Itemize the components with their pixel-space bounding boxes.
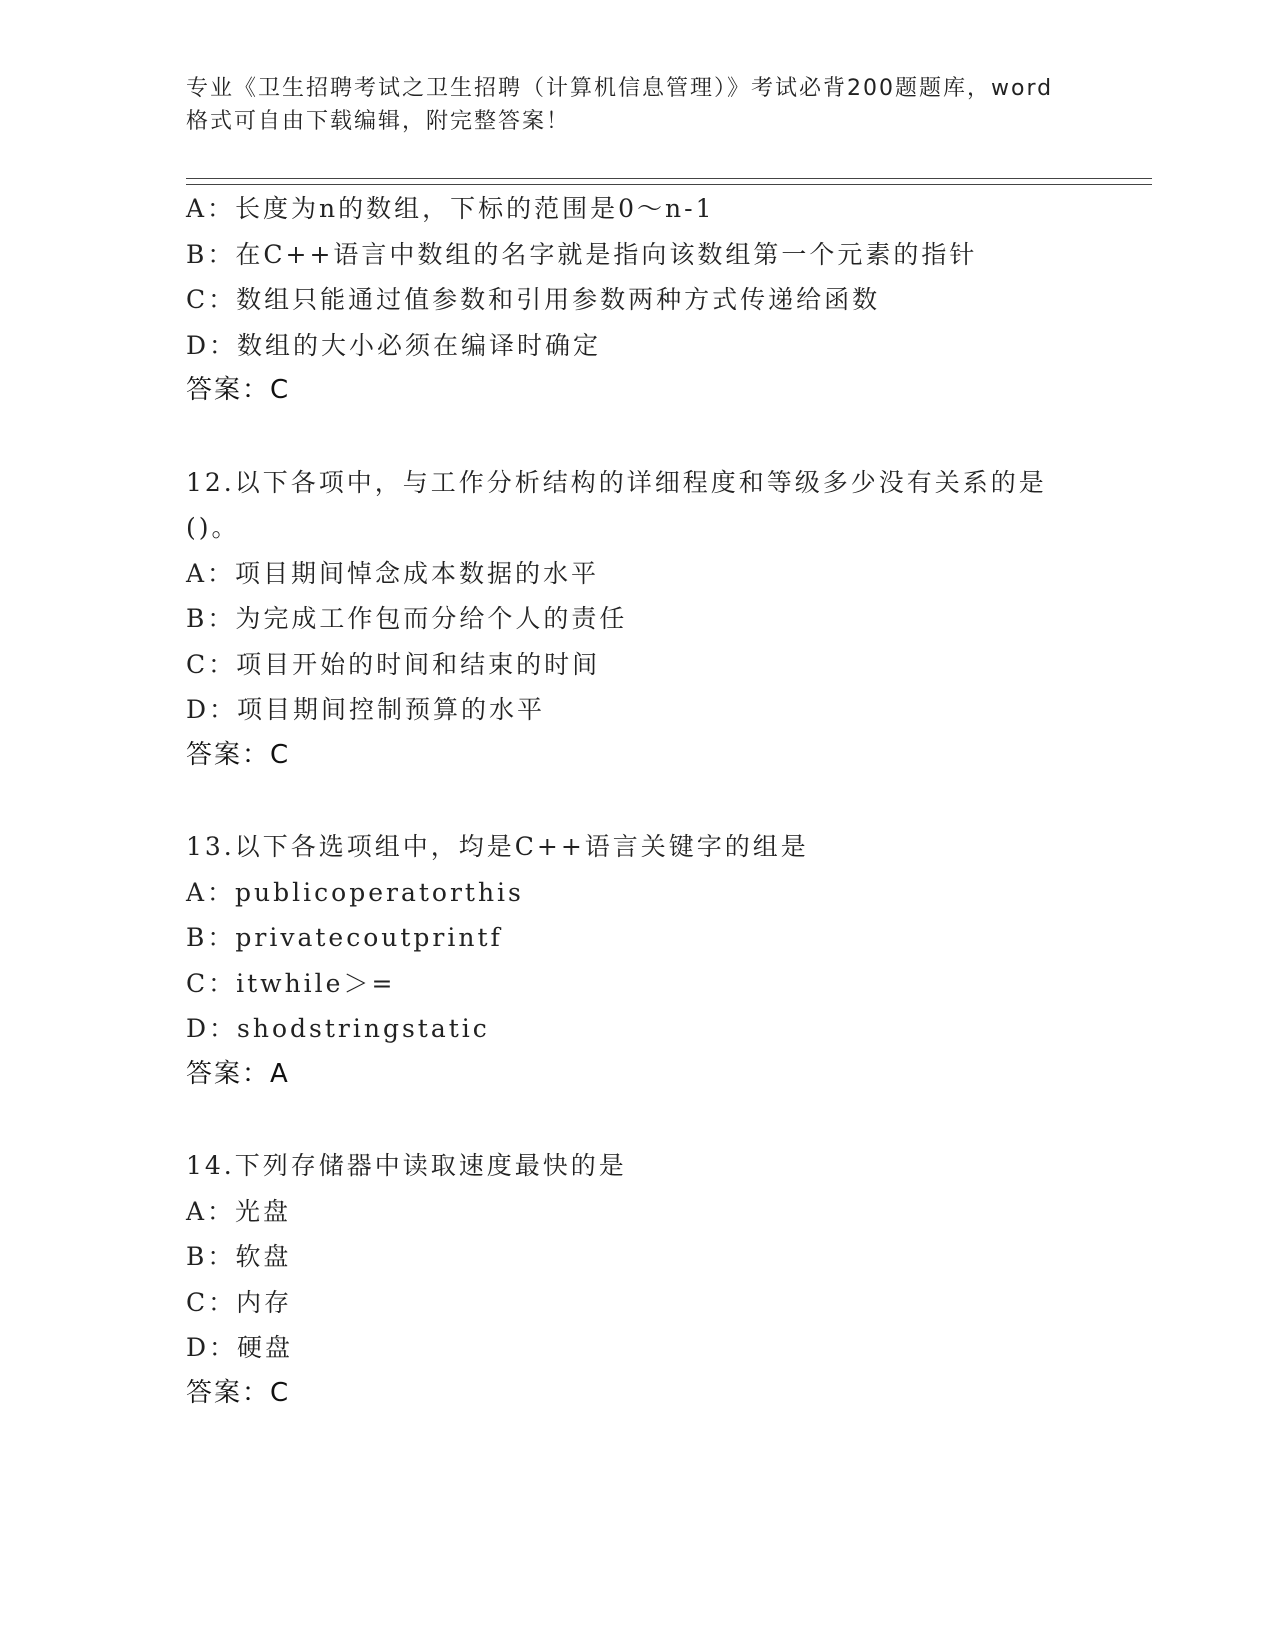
option-d: D：项目期间控制预算的水平 xyxy=(186,695,546,724)
answer: 答案：C xyxy=(186,739,291,770)
option-b: B：为完成工作包而分给个人的责任 xyxy=(186,604,628,633)
header-divider-top xyxy=(186,178,1152,179)
option-c: C：项目开始的时间和结束的时间 xyxy=(186,649,601,679)
option-a: A：项目期间悼念成本数据的水平 xyxy=(186,558,600,588)
option-c: C：内存 xyxy=(186,1287,293,1317)
document-header xyxy=(186,72,1096,138)
question-text: 13.以下各选项组中，均是C++语言关键字的组是 xyxy=(186,832,809,861)
question-11 xyxy=(186,186,1146,414)
option-b: B：privatecoutprintf xyxy=(186,923,503,952)
header-divider-bottom xyxy=(186,184,1152,185)
answer: 答案：A xyxy=(186,1058,290,1089)
answer: 答案：C xyxy=(186,375,291,405)
option-a: A：publicoperatorthis xyxy=(186,877,524,907)
option-d: D：硬盘 xyxy=(186,1333,294,1362)
question-13 xyxy=(186,824,1146,1097)
question-14 xyxy=(186,1143,1146,1416)
header-line-2: 格式可自由下载编辑，附完整答案！ xyxy=(186,109,571,134)
option-a: A：光盘 xyxy=(186,1196,292,1226)
question-text: 12.以下各项中，与工作分析结构的详细程度和等级多少没有关系的是()。 xyxy=(186,467,1047,542)
spacer xyxy=(186,1097,1146,1143)
question-list xyxy=(186,186,1146,1416)
question-12 xyxy=(186,460,1146,779)
option-c: C：数组只能通过值参数和引用参数两种方式传递给函数 xyxy=(186,285,881,314)
option-a: A：长度为n的数组，下标的范围是0～n-1 xyxy=(186,194,715,223)
question-text: 14.下列存储器中读取速度最快的是 xyxy=(186,1151,627,1180)
spacer xyxy=(186,778,1146,824)
option-c: C：itwhile＞= xyxy=(186,968,396,998)
option-b: B：在C++语言中数组的名字就是指向该数组第一个元素的指针 xyxy=(186,239,978,269)
option-d: D：shodstringstatic xyxy=(186,1014,490,1043)
option-d: D：数组的大小必须在编译时确定 xyxy=(186,330,602,360)
option-b: B：软盘 xyxy=(186,1242,292,1271)
header-line-1: 专业《卫生招聘考试之卫生招聘（计算机信息管理）》考试必背200题题库，word xyxy=(186,76,1054,101)
answer: 答案：C xyxy=(186,1377,291,1408)
spacer xyxy=(186,414,1146,460)
